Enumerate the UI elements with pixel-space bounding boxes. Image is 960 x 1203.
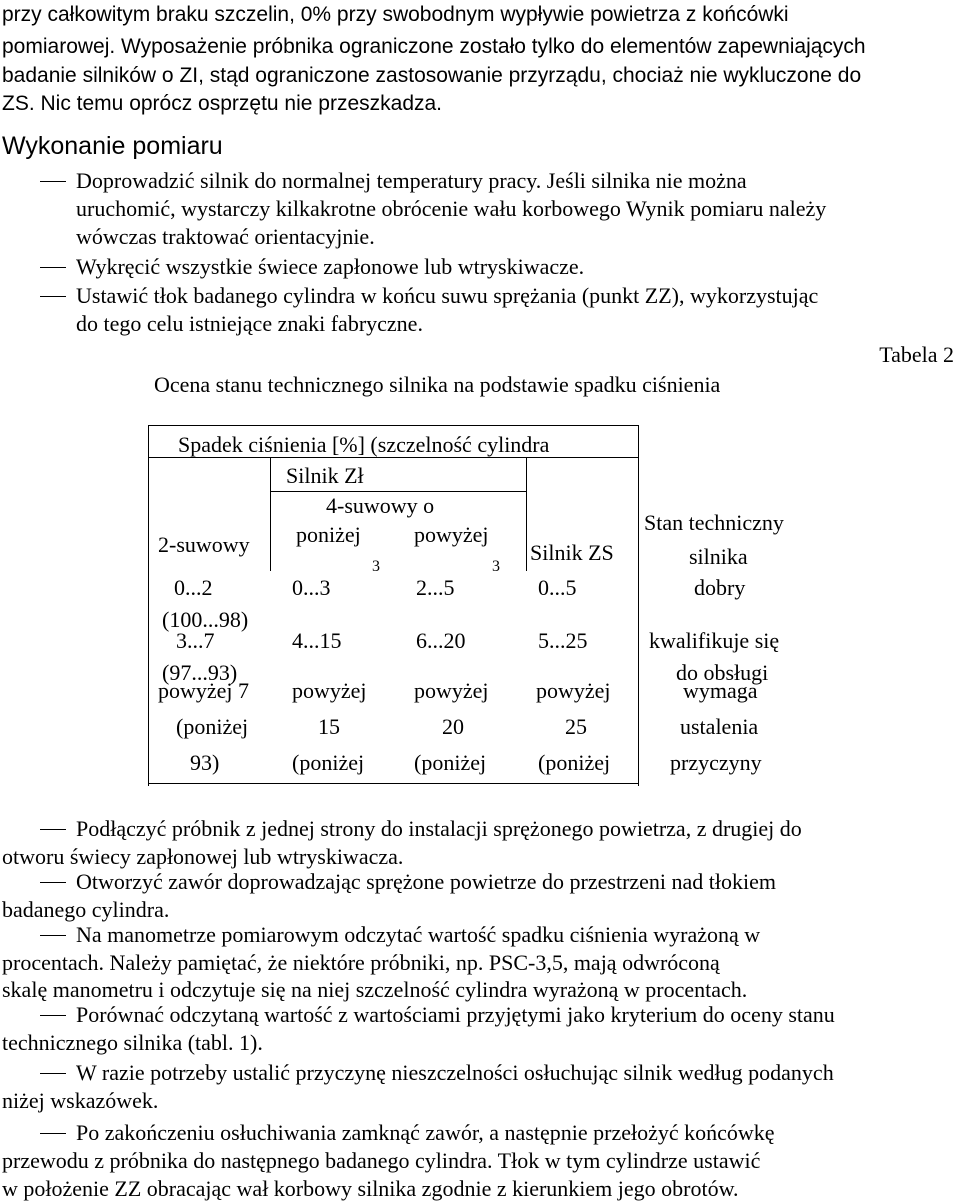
header-state-2: silnika: [689, 544, 748, 569]
table-header-rule: [148, 457, 638, 458]
step-line: Wykręcić wszystkie świece zapłonowe lub wtryskiwacze.: [76, 254, 585, 279]
dash-bullet: [40, 871, 66, 893]
header-engine-zs: Silnik ZS: [530, 540, 614, 565]
step-line: w położenie ZZ obracając wał korbowy silnika zgodnie z kierunkiem jego obrotów.: [2, 1176, 739, 1201]
step-line: Porównać odczytaną wartość z wartościami przyjętymi jako kryterium do oceny stanu: [76, 1002, 835, 1027]
table-border-top: [148, 425, 638, 426]
dash-bullet: [40, 1062, 66, 1084]
intro-line-1: przy całkowitym braku szczelin, 0% przy swobodnym wypływie powietrza z końcówki: [2, 3, 789, 26]
step-line: W razie potrzeby ustalić przyczynę nieszczelności osłuchując silnik według podanych: [76, 1060, 834, 1085]
clipped-row-text: [150, 660, 270, 685]
header-two-stroke: 2-suwowy: [158, 532, 250, 557]
step-line: skalę manometru i odczytuje się na niej szczelność cylindra wyrażoną w procentach.: [2, 977, 748, 1002]
section-heading: Wykonanie pomiaru: [2, 132, 223, 160]
table-cell: 15: [318, 714, 340, 739]
table-cell: (poniżej: [292, 750, 365, 775]
header-group: Spadek ciśnienia [%] (szczelność cylindra: [178, 432, 550, 457]
clipped-row-value: (97...93): [162, 660, 238, 685]
clipped-mark: [480, 555, 520, 575]
table-cell: 6...20: [416, 628, 466, 653]
table-cell: 25: [565, 714, 587, 739]
step-line: Ustawić tłok badanego cylindra w końcu suwu sprężania (punkt ZZ), wykorzystując: [76, 283, 819, 308]
clipped-state-value: do obsługi: [676, 660, 769, 685]
table-label: Tabela 2: [879, 342, 954, 367]
table-border-bottom: [148, 783, 638, 784]
table-cell: przyczyny: [670, 750, 762, 775]
step-line: niżej wskazówek.: [2, 1088, 159, 1113]
step-line: uruchomić, wystarczy kilkakrotne obrócenie wału korbowego Wynik pomiaru należy: [76, 196, 827, 221]
step-line: do tego celu istniejące znaki fabryczne.: [76, 311, 423, 336]
step-line: procentach. Należy pamiętać, że niektóre próbniki, np. PSC-3,5, mają odwróconą: [2, 950, 720, 975]
table-cell: powyżej: [414, 678, 489, 703]
intro-line-4: ZS. Nic temu oprócz osprzętu nie przeszkadza.: [2, 92, 443, 115]
table-cell: wymaga: [683, 678, 758, 703]
table-cell: 2...5: [416, 575, 455, 600]
step-line: badanego cylindra.: [2, 897, 170, 922]
step-line: Otworzyć zawór doprowadzając sprężone powietrze do przestrzeni nad tłokiem: [76, 869, 777, 894]
table-col-divider: [638, 425, 639, 786]
table-header-divider: [270, 457, 271, 571]
step-line: Doprowadzić silnik do normalnej temperatury pracy. Jeśli silnika nie można: [76, 168, 747, 193]
clipped-row-text: [660, 660, 780, 685]
table-cell: kwalifikuje się: [649, 628, 780, 653]
table-cell: 5...25: [538, 628, 588, 653]
table-cell: 20: [442, 714, 464, 739]
header-above: powyżej: [414, 522, 489, 547]
dash-bullet: [40, 1004, 66, 1026]
step-line: Podłączyć próbnik z jednej strony do instalacji sprężonego powietrza, z drugiej do: [76, 816, 802, 841]
header-below: poniżej: [296, 522, 361, 547]
clipped-mark-text: 3: [372, 558, 380, 575]
header-state: Stan techniczny: [644, 510, 784, 535]
table-cell: 0...3: [292, 575, 331, 600]
table-cell: 3...7: [176, 628, 215, 653]
table-header-divider: [526, 457, 527, 571]
intro-line-3: badanie silników o ZI, stąd ograniczone zastosowanie przyrządu, chociaż nie wykluczone do: [2, 64, 862, 87]
step-line: Po zakończeniu osłuchiwania zamknąć zawór, a następnie przełożyć końcówkę: [76, 1120, 775, 1145]
table-cell: 93): [190, 750, 220, 775]
table-caption: Ocena stanu technicznego silnika na podstawie spadku ciśnienia: [154, 372, 721, 397]
step-line: wówczas traktować orientacyjnie.: [76, 224, 375, 249]
table-cell: (poniżej: [538, 750, 611, 775]
clipped-row-value: (100...98): [162, 607, 249, 632]
table-cell: powyżej: [292, 678, 367, 703]
table-cell: 0...5: [538, 575, 577, 600]
intro-line-2: pomiarowej. Wyposażenie próbnika ograniczone zostało tylko do elementów zapewniających: [2, 35, 866, 58]
step-line: technicznego silnika (tabl. 1).: [2, 1030, 263, 1055]
header-engine-zi: Silnik Zł: [286, 463, 364, 488]
step-line: przewodu z próbnika do następnego badanego cylindra. Tłok w tym cylindrze ustawić: [2, 1148, 761, 1173]
dash-bullet: [40, 1122, 66, 1144]
header-four-stroke: 4-suwowy o: [326, 493, 435, 518]
clipped-mark-text: 3: [492, 558, 500, 575]
step-line: Na manometrze pomiarowym odczytać wartość spadku ciśnienia wyrażoną w: [76, 922, 761, 947]
table-cell: 4...15: [292, 628, 342, 653]
dash-bullet: [40, 818, 66, 840]
clipped-row-text: [150, 607, 270, 632]
table-cell: ustalenia: [680, 714, 759, 739]
table-border-left: [148, 425, 149, 786]
table-cell: (poniżej: [414, 750, 487, 775]
step-line: otworu świecy zapłonowej lub wtryskiwacza.: [2, 844, 404, 869]
table-cell: powyżej: [536, 678, 611, 703]
table-cell: 0...2: [174, 575, 213, 600]
table-cell: dobry: [694, 575, 746, 600]
table-cell: powyżej 7: [158, 678, 250, 703]
table-cell: (poniżej: [176, 714, 249, 739]
table-header-rule: [270, 491, 526, 492]
dash-bullet: [40, 924, 66, 946]
clipped-mark: [360, 555, 400, 575]
